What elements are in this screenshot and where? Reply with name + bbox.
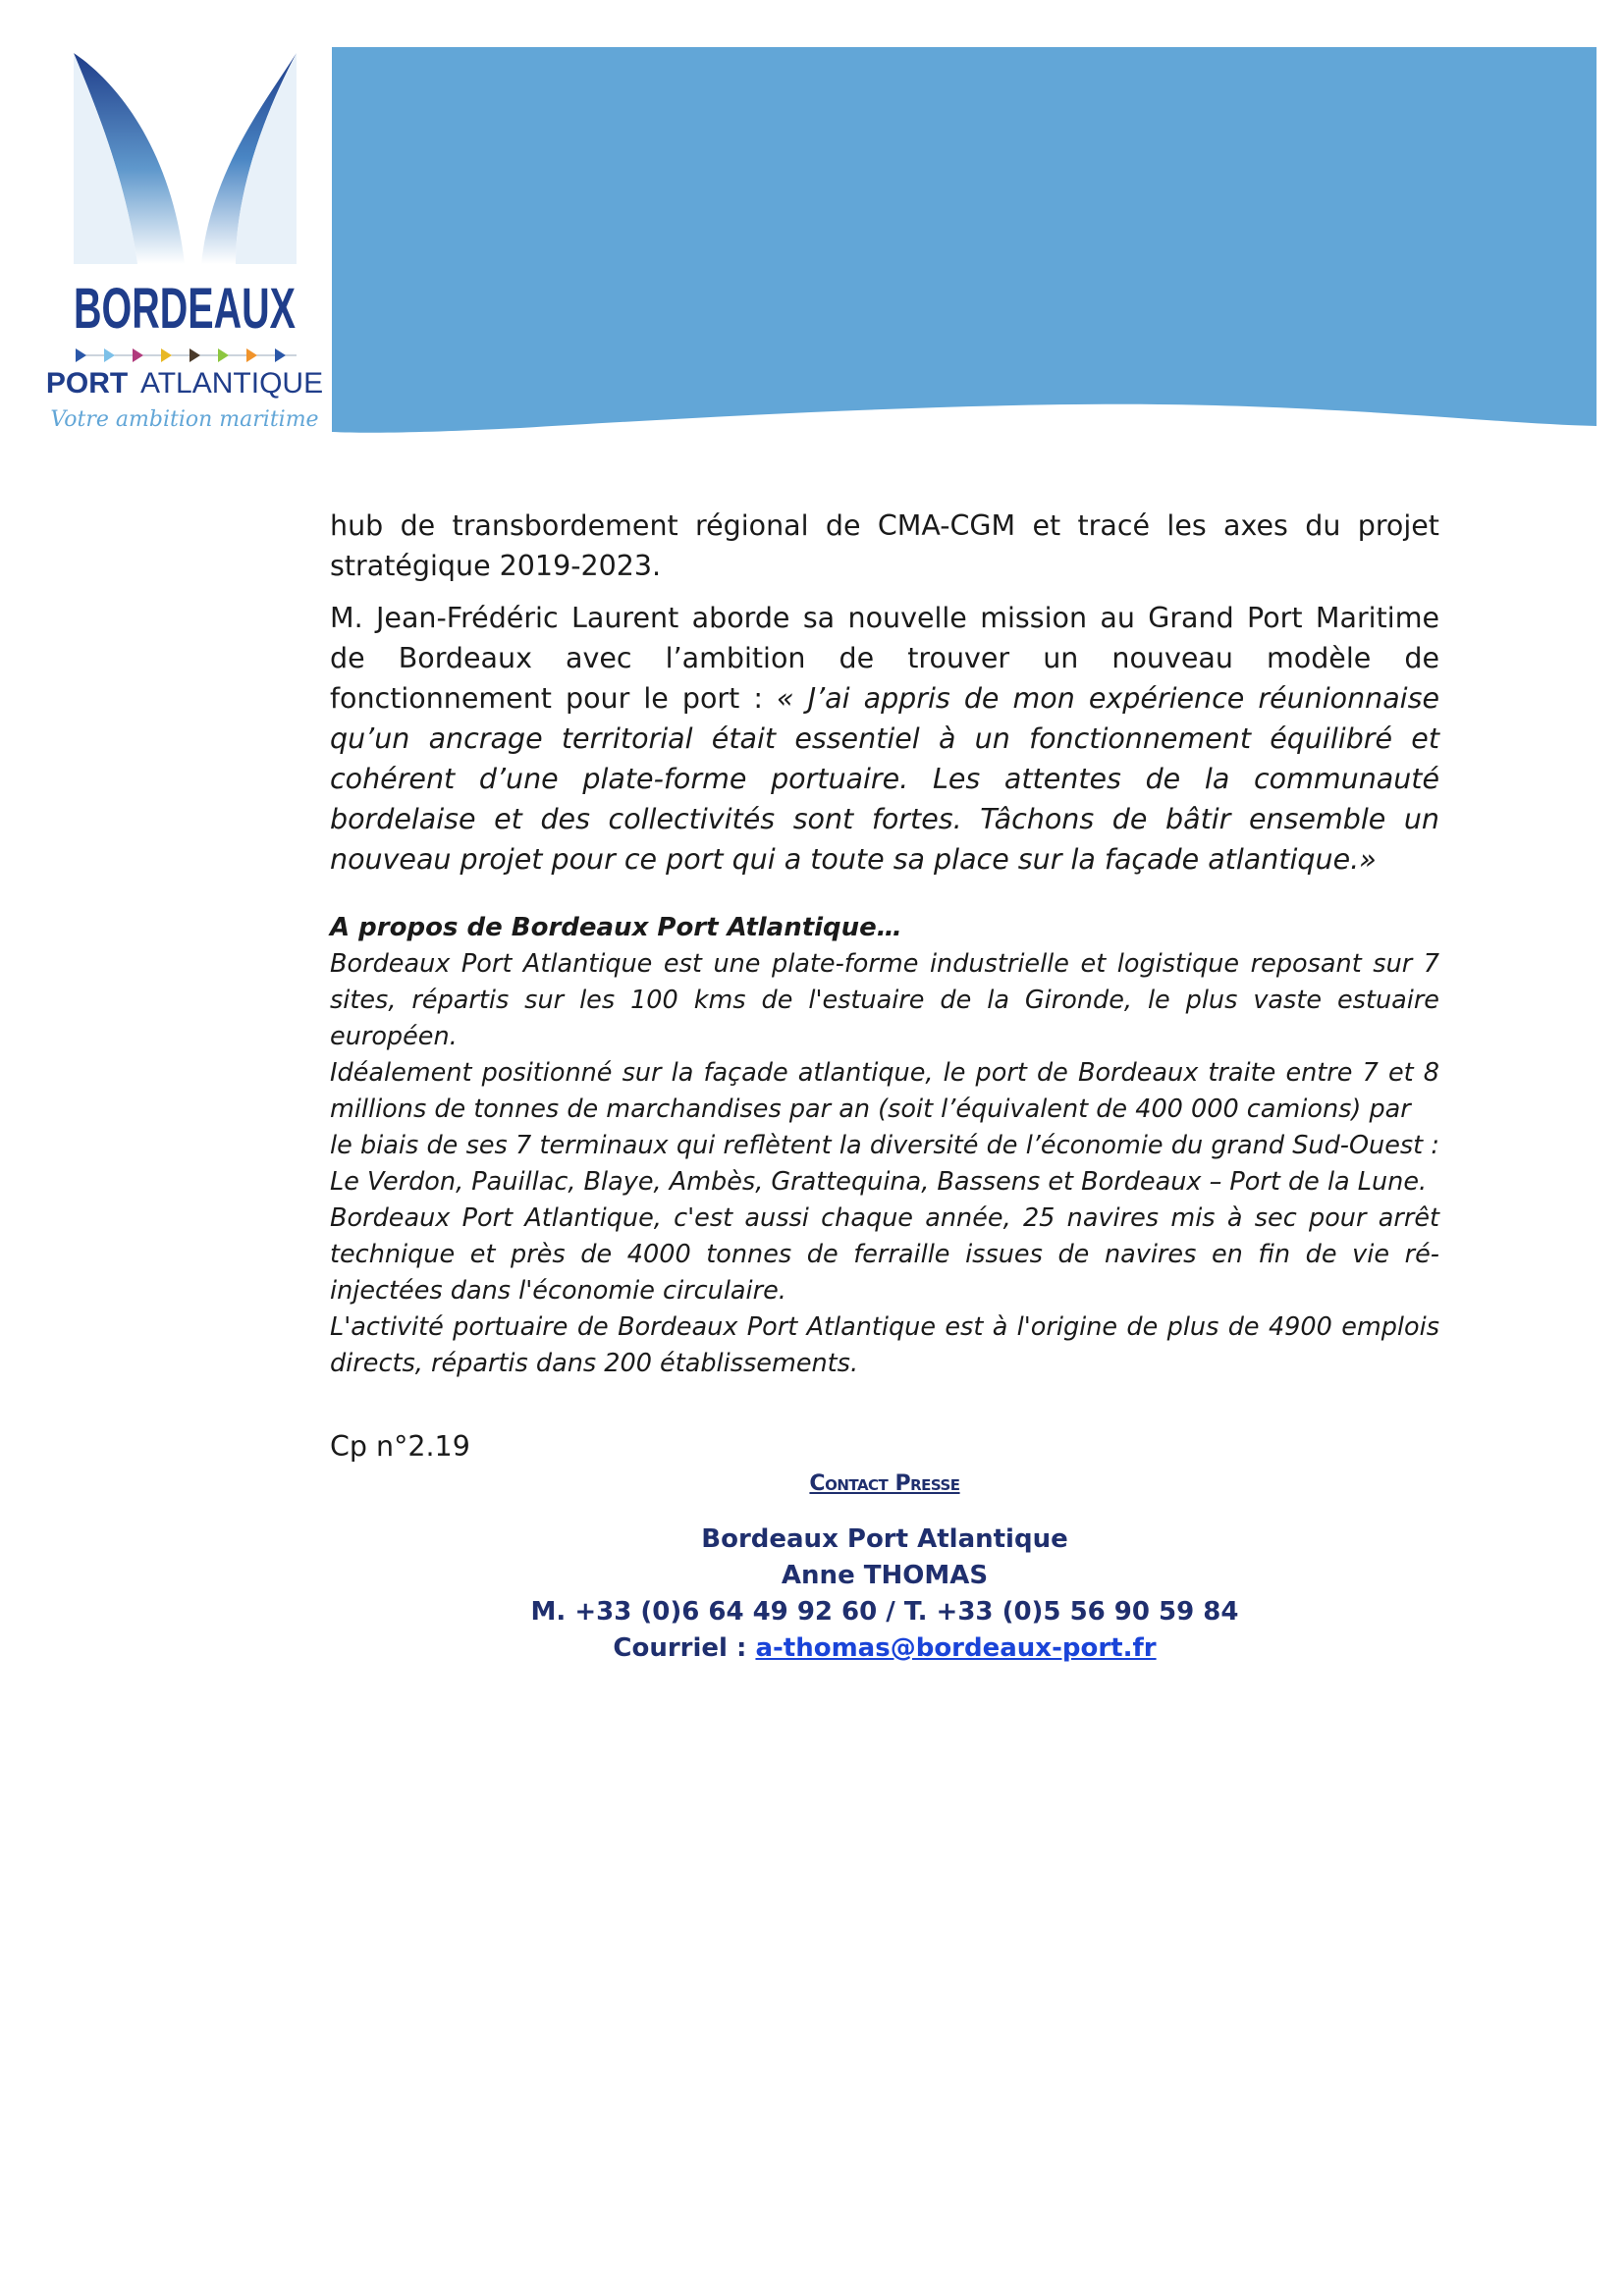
logo-subtitle-light: ATLANTIQUE	[139, 367, 324, 400]
contact-phones: M. +33 (0)6 64 49 92 60 / T. +33 (0)5 56 90 59 84	[530, 1597, 1239, 1627]
director-quote: « J’ai appris de mon expérience réunionnaise qu’un ancrage territorial était essentiel à un fonctionnement équilibré et cohérent d’une plate-forme portuaire. Les attentes de la communauté bordelaise et des collectivités sont fortes. Tâchons de bâtir ensemble un nouveau projet pour ce port qui a toute sa place sur la façade atlantique.»	[330, 682, 1439, 876]
intro-paragraph-1: hub de transbordement régional de CMA-CGM et tracé les axes du projet stratégique 2019-2023.	[330, 509, 1439, 582]
contact-email-line	[330, 1630, 1439, 1667]
about-title: A propos de Bordeaux Port Atlantique…	[330, 913, 902, 942]
sail-icon	[74, 53, 297, 264]
about-line: Bordeaux Port Atlantique est une plate-forme industrielle et logistique reposant sur 7 sites, répartis sur les 100 kms de l'estuaire de la Gironde, le plus vaste estuaire européen.	[330, 949, 1439, 1051]
contact-person: Anne THOMAS	[781, 1561, 989, 1590]
about-line: Bordeaux Port Atlantique, c'est aussi chaque année, 25 navires mis à sec pour arrêt technique et près de 4000 tonnes de ferraille issues de navires en fin de vie ré-injectées dans l'économie circulaire.	[330, 1203, 1439, 1306]
logo-name: BORDEAUX	[74, 277, 297, 341]
contact-organization: Bordeaux Port Atlantique	[701, 1524, 1068, 1554]
intro-paragraph-2-text: M. Jean-Frédéric Laurent aborde sa nouvelle mission au Grand Port Maritime de Bordeaux avec l’ambition de trouver un nouveau modèle de fonctionnement pour le port :	[330, 602, 1439, 715]
press-release-reference: Cp n°2.19	[330, 1430, 470, 1463]
press-contact	[330, 1468, 1439, 1667]
about-line: Idéalement positionné sur la façade atlantique, le port de Bordeaux traite entre 7 et 8 millions de tonnes de marchandises par an (soit l’équivalent de 400 000 camions) par	[330, 1058, 1439, 1124]
about-body	[330, 946, 1439, 1382]
logo-subtitle	[46, 367, 323, 400]
color-arrows-strip	[76, 348, 297, 362]
logo-subtitle-strong: PORT	[45, 367, 129, 400]
press-release-body	[330, 506, 1439, 1467]
bordeaux-port-logo	[39, 43, 334, 436]
contact-title: Contact Presse	[809, 1471, 960, 1496]
about-line: L'activité portuaire de Bordeaux Port Atlantique est à l'origine de plus de 4900 emplois directs, répartis dans 200 établissements.	[330, 1312, 1439, 1378]
logo-tagline: Votre ambition maritime	[50, 407, 319, 432]
contact-email-link[interactable]: a-thomas@bordeaux-port.fr	[755, 1633, 1157, 1663]
contact-email-label: Courriel :	[613, 1633, 756, 1663]
about-section	[330, 909, 1439, 1382]
intro-paragraph-2	[330, 598, 1439, 880]
about-line: le biais de ses 7 terminaux qui reflètent la diversité de l’économie du grand Sud-Ouest : Le Verdon, Pauillac, Blaye, Ambès, Grattequina, Bassens et Bordeaux – Port de la Lune.	[330, 1131, 1439, 1197]
header-wave-banner	[324, 43, 1600, 436]
